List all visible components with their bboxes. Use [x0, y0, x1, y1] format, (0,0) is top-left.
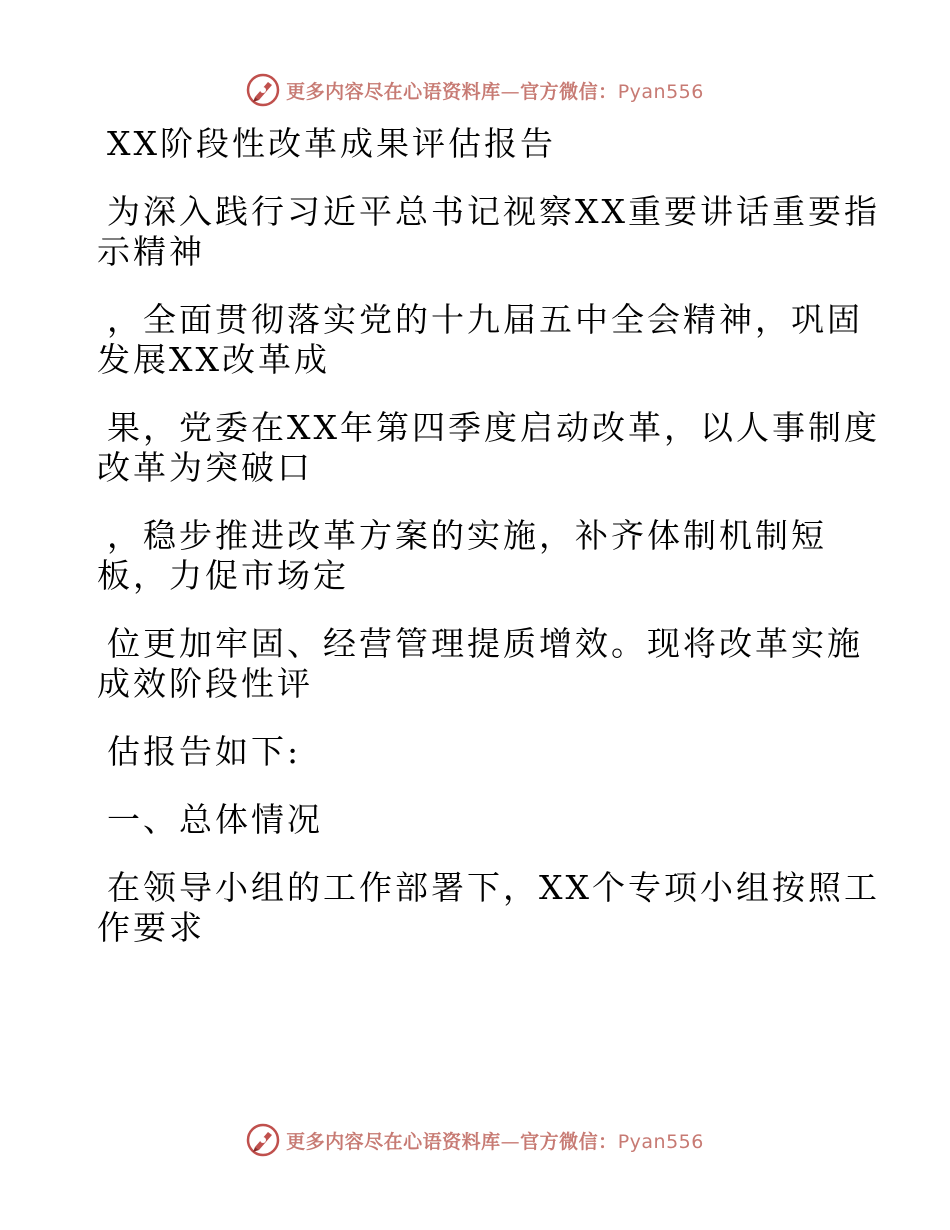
section-heading [97, 800, 857, 840]
paragraph [97, 624, 863, 704]
paragraph-line: 果，党委在XX年第四季度启动改革，以人事制度 [107, 408, 880, 447]
banner-wechat-label: 官方微信： [520, 1130, 618, 1153]
paragraph [97, 408, 880, 488]
paragraph-line: 示精神 [97, 232, 205, 271]
paragraph-line: ，稳步推进改革方案的实施，补齐体制机制短 [107, 516, 827, 555]
document-title: XX阶段性改革成果评估报告 [107, 124, 556, 163]
banner-wechat-id: Pyan556 [617, 80, 704, 103]
paragraph-line: 板，力促市场定 [97, 556, 349, 595]
section-heading-text: 一、总体情况 [107, 800, 323, 839]
document-body [97, 124, 880, 948]
banner-wechat-label: 官方微信： [520, 80, 618, 103]
paragraph-line: 作要求 [97, 908, 205, 947]
paragraph-line: ，全面贯彻落实党的十九届五中全会精神，巩固 [107, 300, 863, 339]
paragraph [97, 732, 857, 772]
header-banner [0, 70, 950, 110]
banner-dash: — [500, 80, 521, 103]
paragraph-line: 在领导小组的工作部署下，XX个专项小组按照工 [107, 868, 880, 907]
paragraph-line: 改革为突破口 [97, 448, 313, 487]
paragraph-line: 成效阶段性评 [97, 664, 313, 703]
paragraph-line: 位更加牢固、经营管理提质增效。现将改革实施 [107, 624, 863, 663]
pen-logo-icon [246, 73, 280, 107]
paragraph [97, 300, 863, 380]
footer-banner [0, 1120, 950, 1160]
banner-main-text: 更多内容尽在心语资料库 [286, 80, 501, 103]
paragraph-line: 发展XX改革成 [97, 340, 330, 379]
banner-text [286, 1127, 704, 1154]
pen-logo-icon [246, 1123, 280, 1157]
banner-dash: — [500, 1130, 521, 1153]
banner-wechat-id: Pyan556 [617, 1130, 704, 1153]
banner-main-text: 更多内容尽在心语资料库 [286, 1130, 501, 1153]
paragraph [97, 868, 880, 948]
paragraph-line: 估报告如下: [107, 732, 302, 771]
banner-text [286, 77, 704, 104]
paragraph-line: 为深入践行习近平总书记视察XX重要讲话重要指 [107, 192, 880, 231]
paragraph [97, 516, 857, 596]
paragraph [97, 192, 880, 272]
